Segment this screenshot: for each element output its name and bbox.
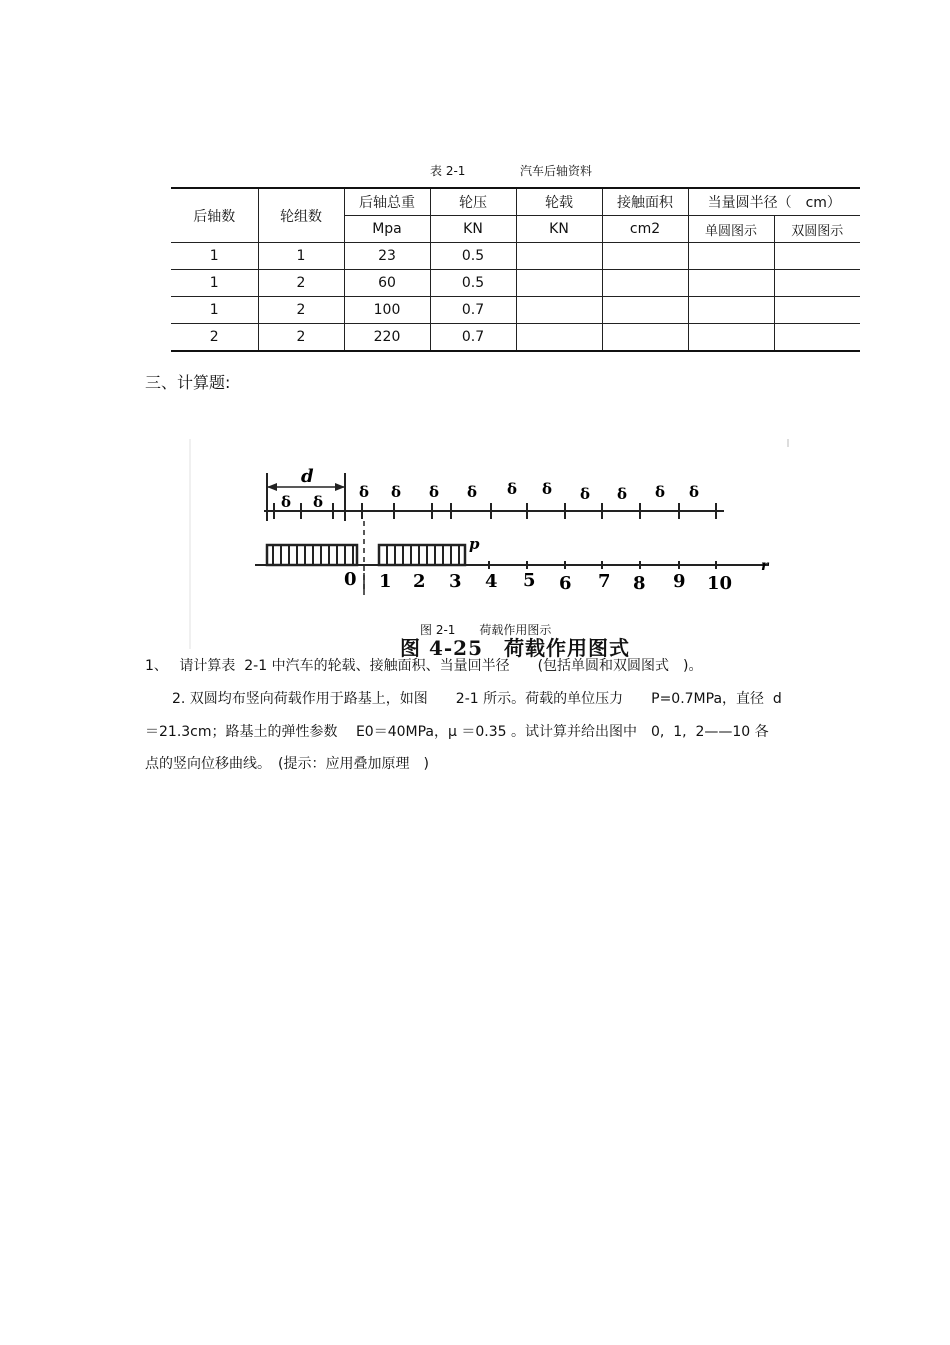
- label-p: p: [469, 535, 480, 553]
- unit-contact-area: cm2: [602, 216, 688, 243]
- delta-label: δ: [313, 493, 324, 511]
- cell-weight: 220: [344, 324, 430, 352]
- header-rear-axles: 后轴数: [171, 188, 258, 243]
- point-label: 2: [413, 571, 426, 592]
- point-label: 10: [707, 573, 733, 594]
- table-row: [171, 324, 860, 352]
- cell-groups: 1: [258, 243, 344, 270]
- cell-axles: 2: [171, 324, 258, 352]
- point-label: 1: [379, 571, 392, 592]
- point-label: 5: [523, 570, 536, 591]
- point-labels: [344, 569, 732, 594]
- unit-total-weight: Mpa: [344, 216, 430, 243]
- cell-groups: 2: [258, 270, 344, 297]
- cell-weight: 100: [344, 297, 430, 324]
- delta-label: δ: [689, 483, 700, 501]
- delta-label: δ: [391, 483, 402, 501]
- section-title: 三、计算题:: [145, 373, 231, 392]
- unit-wheel-pressure: KN: [430, 216, 516, 243]
- delta-label: δ: [429, 483, 440, 501]
- cell-groups: 2: [258, 297, 344, 324]
- point-label: 6: [559, 573, 572, 594]
- right-load-block: [379, 545, 465, 565]
- table-row: [171, 243, 860, 270]
- table-caption-number: 表 2-1: [430, 164, 466, 178]
- cell-empty: [774, 324, 860, 352]
- figure-scan-title: 图 4-25 荷载作用图式: [400, 636, 631, 660]
- cell-empty: [602, 270, 688, 297]
- load-diagram-svg: [189, 437, 789, 649]
- header-single-circle: 单圆图示: [688, 216, 774, 243]
- header-equiv-radius: 当量圆半径（ cm）: [688, 188, 860, 216]
- cell-empty: [688, 297, 774, 324]
- cell-empty: [774, 243, 860, 270]
- point-label: 9: [673, 571, 686, 592]
- label-d: d: [301, 466, 314, 487]
- cell-empty: [688, 324, 774, 352]
- header-double-circle: 双圆图示: [774, 216, 860, 243]
- cell-empty: [602, 243, 688, 270]
- cell-groups: 2: [258, 324, 344, 352]
- point-label: 4: [485, 571, 498, 592]
- unit-wheel-load: KN: [516, 216, 602, 243]
- point-label: 3: [449, 571, 462, 592]
- cell-empty: [516, 243, 602, 270]
- cell-weight: 23: [344, 243, 430, 270]
- question-1: 1、 请计算表 2-1 中汽车的轮载、接触面积、当量回半径 (包括单圆和双圆图式 )。: [145, 658, 703, 674]
- delta-label: δ: [655, 483, 666, 501]
- rear-axle-table: [171, 187, 860, 352]
- question-2-line-1: 2. 双圆均布竖向荷载作用于路基上，如图 2-1 所示。荷载的单位压力 P=0.7MPa，直径 d: [172, 691, 782, 707]
- delta-label: δ: [281, 493, 292, 511]
- header-total-weight: 后轴总重: [344, 188, 430, 216]
- table-caption-title: 汽车后轴资料: [520, 164, 593, 178]
- cell-empty: [602, 324, 688, 352]
- header-wheel-pressure: 轮压: [430, 188, 516, 216]
- cell-axles: 1: [171, 297, 258, 324]
- cell-empty: [516, 324, 602, 352]
- cell-weight: 60: [344, 270, 430, 297]
- label-r: r: [761, 558, 769, 574]
- delta-label: δ: [359, 483, 370, 501]
- cell-empty: [688, 243, 774, 270]
- delta-label: δ: [467, 483, 478, 501]
- cell-axles: 1: [171, 270, 258, 297]
- table-row: [171, 297, 860, 324]
- cell-pressure: 0.7: [430, 297, 516, 324]
- header-wheel-load: 轮载: [516, 188, 602, 216]
- cell-pressure: 0.5: [430, 270, 516, 297]
- delta-label: δ: [580, 485, 591, 503]
- point-label: 0: [344, 569, 357, 590]
- question-2-line-2: ＝21.3cm；路基土的弹性参数 E0＝40MPa，μ ＝0.35 。试计算并给出图中 0, 1, 2——10 各: [145, 724, 769, 740]
- cell-empty: [688, 270, 774, 297]
- cell-pressure: 0.5: [430, 243, 516, 270]
- point-label: 7: [598, 571, 611, 592]
- cell-empty: [516, 270, 602, 297]
- cell-empty: [774, 297, 860, 324]
- header-wheel-groups: 轮组数: [258, 188, 344, 243]
- table-row: [171, 270, 860, 297]
- delta-label: δ: [507, 480, 518, 498]
- cell-axles: 1: [171, 243, 258, 270]
- delta-markers: [359, 480, 716, 519]
- cell-empty: [774, 270, 860, 297]
- cell-empty: [602, 297, 688, 324]
- cell-empty: [516, 297, 602, 324]
- header-contact-area: 接触面积: [602, 188, 688, 216]
- figure-caption: 图 2-1 荷载作用图示: [420, 623, 552, 637]
- cell-pressure: 0.7: [430, 324, 516, 352]
- question-2-line-3: 点的竖向位移曲线。 (提示：应用叠加原理 ): [145, 756, 429, 772]
- delta-label: δ: [542, 480, 553, 498]
- load-diagram: [189, 437, 789, 649]
- point-label: 8: [633, 573, 646, 594]
- left-load-block: [267, 545, 357, 565]
- delta-label: δ: [617, 485, 628, 503]
